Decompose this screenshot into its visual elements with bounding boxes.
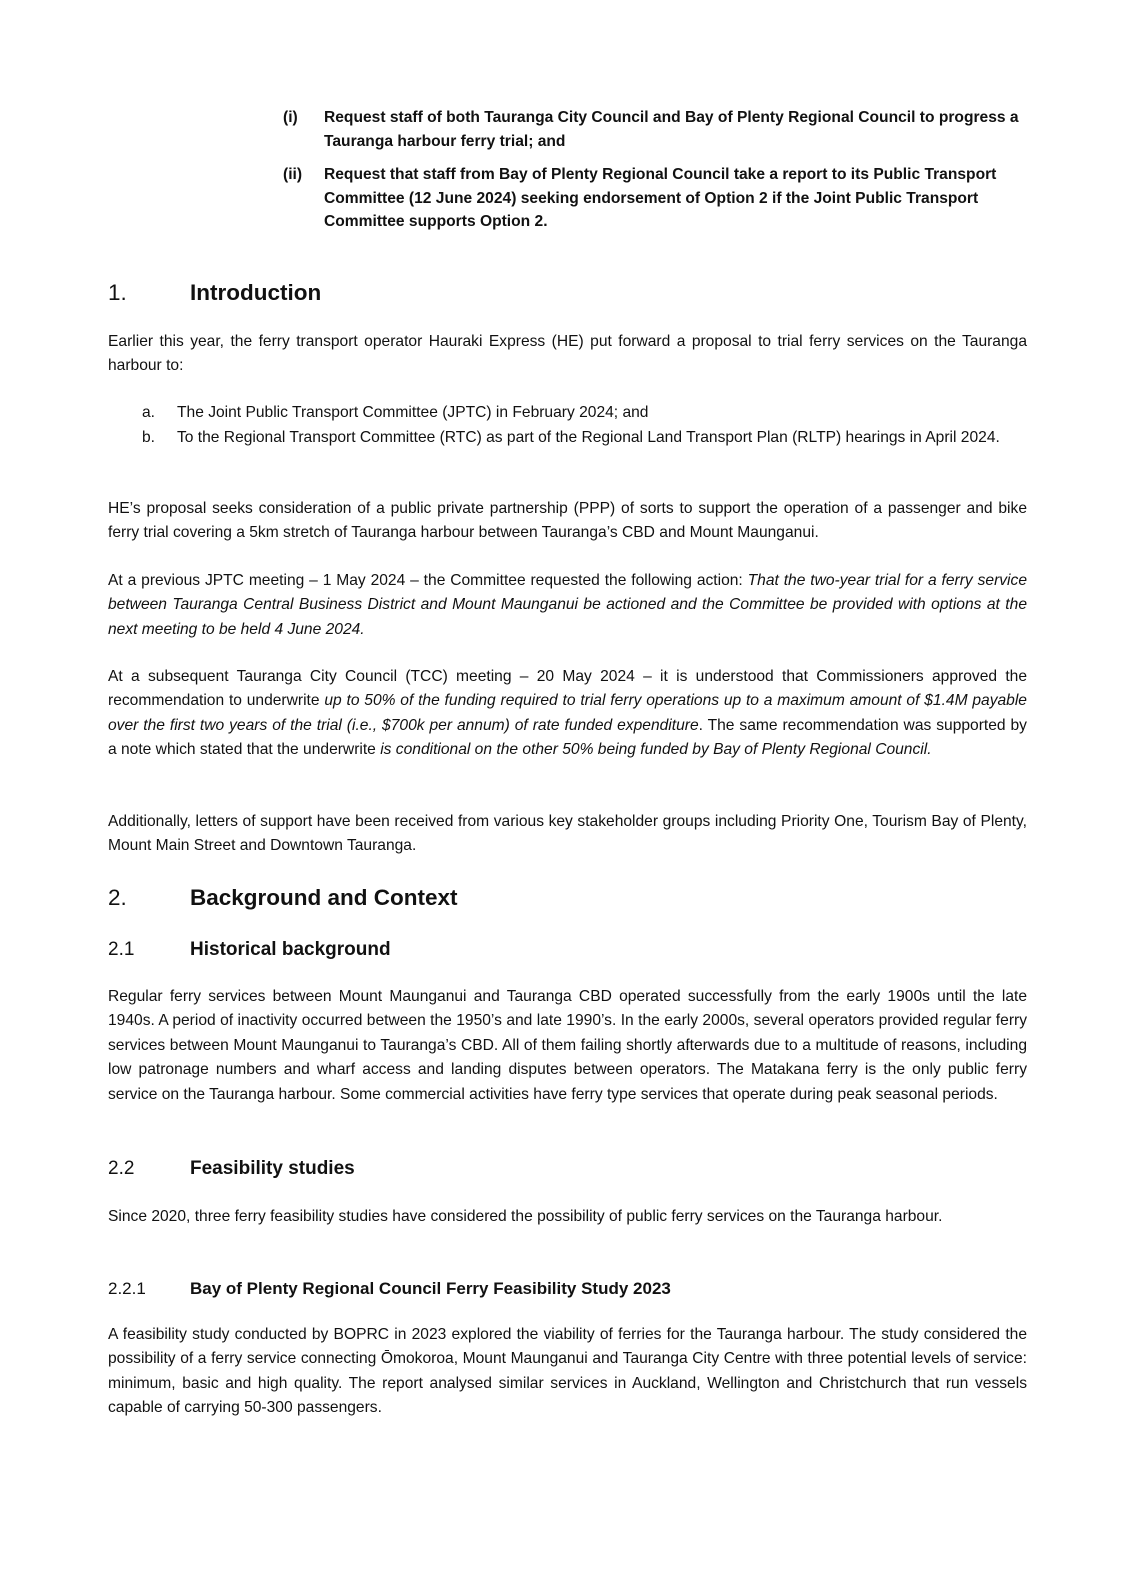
recommendation-number: (i) <box>283 109 298 126</box>
section-number: 2. <box>108 885 127 910</box>
subsection-title: Historical background <box>190 939 391 960</box>
subsection-number: 2.1 <box>108 939 135 960</box>
quoted-condition: is conditional on the other 50% being funded by Bay of Plenty Regional Council. <box>380 741 932 759</box>
list-marker: b. <box>142 429 156 446</box>
paragraph <box>108 569 1027 642</box>
list-text: To the Regional Transport Committee (RTC) as part of the Regional Land Transport Plan (RLTP) hearings in April 2024. <box>177 429 1000 446</box>
list-item <box>142 426 1027 450</box>
paragraph-text: At a previous JPTC meeting – 1 May 2024 – the Committee requested the following action: <box>108 572 748 589</box>
subsection-title: Feasibility studies <box>190 1158 355 1179</box>
recommendation-text: Request that staff from Bay of Plenty Regional Council take a report to its Public Transport Committee (12 June 2024) seeking endorsement of Option 2 if the Joint Public Transport Committee supports Option 2. <box>324 166 997 230</box>
subsubsection-heading-boprc-study <box>108 1277 671 1300</box>
section-number: 1. <box>108 280 127 305</box>
section-title: Background and Context <box>190 885 458 910</box>
section-heading-introduction <box>108 279 321 307</box>
recommendation-item <box>283 106 1027 153</box>
recommendation-item <box>283 163 1027 234</box>
paragraph: Earlier this year, the ferry transport operator Hauraki Express (HE) put forward a proposal to trial ferry services on the Tauranga harbour to: <box>108 333 1027 375</box>
subsection-heading-historical <box>108 937 391 962</box>
quoted-recommendation: up to 50% of the funding required to trial ferry operations up to a maximum amount of $1.4M payable over the first two years of the trial (i.e., $700k per annum) of rate funded expenditure <box>108 692 1027 734</box>
section-heading-background <box>108 884 458 912</box>
paragraph: A feasibility study conducted by BOPRC in 2023 explored the viability of ferries for the Tauranga harbour. The study considered the possibility of a ferry service connecting Ōmokoroa, Mount Maunganui and Tauranga City Centre with three potential levels of service: minimum, basic and high quality. The report analysed similar services in Auckland, Wellington and Christchurch that run vessels capable of carrying 50-300 passengers. <box>108 1326 1027 1417</box>
paragraph: HE’s proposal seeks consideration of a public private partnership (PPP) of sorts to support the operation of a passenger and bike ferry trial covering a 5km stretch of Tauranga harbour between Tauranga’s CBD and Mount Maunganui. <box>108 500 1027 542</box>
paragraph-text: At a subsequent Tauranga City Council (TCC) meeting – 20 May 2024 – it is understood that Commissioners approved the recommendation to underwrite <box>108 668 1027 710</box>
paragraph <box>108 665 1027 763</box>
list-item <box>142 401 1027 425</box>
subsubsection-number: 2.2.1 <box>108 1279 146 1298</box>
quoted-action: That the two-year trial for a ferry service between Tauranga Central Business District and Mount Maunganui be actioned and the Committee be provided with options at the next meeting to be held 4 June 2024. <box>108 572 1027 638</box>
paragraph: Since 2020, three ferry feasibility studies have considered the possibility of public ferry services on the Tauranga harbour. <box>108 1208 943 1225</box>
subsection-heading-feasibility <box>108 1156 355 1181</box>
paragraph: Additionally, letters of support have been received from various key stakeholder groups including Priority One, Tourism Bay of Plenty, Mount Main Street and Downtown Tauranga. <box>108 813 1027 855</box>
paragraph-text: . The same recommendation was supported by a note which stated that the underwrite <box>108 716 1027 759</box>
subsubsection-title: Bay of Plenty Regional Council Ferry Feasibility Study 2023 <box>190 1279 671 1298</box>
subsection-number: 2.2 <box>108 1158 135 1179</box>
recommendation-number: (ii) <box>283 166 303 183</box>
list-text: The Joint Public Transport Committee (JPTC) in February 2024; and <box>177 404 649 421</box>
paragraph: Regular ferry services between Mount Maunganui and Tauranga CBD operated successfully from the early 1900s until the late 1940s. A period of inactivity occurred between the 1950’s and late 1990’s. In the early 2000s, several operators provided regular ferry services between Mount Maunganui to Tauranga’s CBD. All of them failing shortly afterwards due to a multitude of reasons, including low patronage numbers and wharf access and landing disputes between operators. The Matakana ferry is the only public ferry service on the Tauranga harbour. Some commercial activities have ferry type services that operate during peak seasonal periods. <box>108 988 1027 1103</box>
list-marker: a. <box>142 404 156 421</box>
section-title: Introduction <box>190 280 322 305</box>
recommendation-text: Request staff of both Tauranga City Council and Bay of Plenty Regional Council to progress a Tauranga harbour ferry trial; and <box>324 109 1019 150</box>
